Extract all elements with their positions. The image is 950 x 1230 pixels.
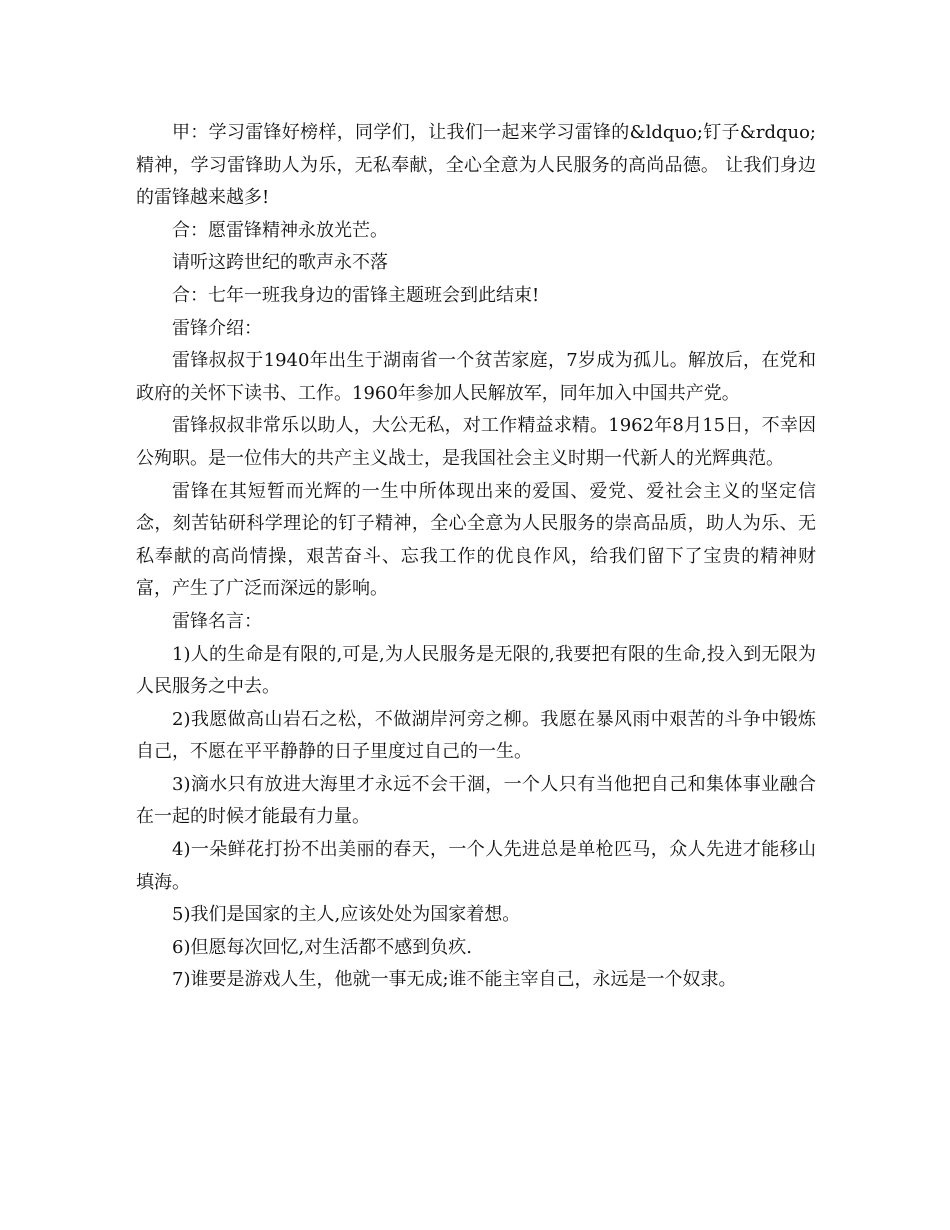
quote-item-2: 2)我愿做高山岩石之松，不做湖岸河旁之柳。我愿在暴风雨中艰苦的斗争中锻炼自己，不愿在平平静静的日子里度过自己的一生。 <box>136 708 816 763</box>
section-heading-quotes: 雷锋名言： <box>172 610 262 632</box>
quote-item-5: 5)我们是国家的主人,应该处处为国家着想。 <box>172 904 521 926</box>
paragraph-chorus-closing: 合：七年一班我身边的雷锋主题班会到此结束! <box>172 284 540 306</box>
quote-item-6: 6)但愿每次回忆,对生活都不感到负疚. <box>172 936 472 958</box>
paragraph-intro-birth: 雷锋叔叔于1940年出生于湖南省一个贫苦家庭，7岁成为孤儿。解放后，在党和政府的关怀下读书、工作。1960年参加人民解放军，同年加入中国共产党。 <box>136 350 816 404</box>
paragraph-speech-jia: 甲：学习雷锋好榜样，同学们，让我们一起来学习雷锋的&ldquo;钉子&rdquo;精神，学习雷锋助人为乐，无私奉献，全心全意为人民服务的高尚品德。 让我们身边的雷锋越来越多! <box>136 122 816 209</box>
quote-item-1: 1)人的生命是有限的,可是,为人民服务是无限的,我要把有限的生命,投入到无限为人民服务之中去。 <box>136 643 816 698</box>
paragraph-intro-character: 雷锋叔叔非常乐以助人，大公无私，对工作精益求精。1962年8月15日，不幸因公殉职。是一位伟大的共产主义战士，是我国社会主义时期一代新人的光辉典范。 <box>136 415 816 469</box>
quote-item-4: 4)一朵鲜花打扮不出美丽的春天，一个人先进总是单枪匹马，众人先进才能移山填海。 <box>136 839 816 893</box>
paragraph-song-line: 请听这跨世纪的歌声永不落 <box>172 252 388 274</box>
section-heading-introduction: 雷锋介绍： <box>172 317 262 339</box>
paragraph-intro-legacy: 雷锋在其短暂而光辉的一生中所体现出来的爱国、爱党、爱社会主义的坚定信念，刻苦钻研科学理论的钉子精神，全心全意为人民服务的崇高品质，助人为乐、无私奉献的高尚情操，艰苦奋斗、忘我工作的优良作风，给我们留下了宝贵的精神财富，产生了广泛而深远的影响。 <box>136 480 816 600</box>
paragraph-chorus-1: 合：愿雷锋精神永放光芒。 <box>172 219 388 241</box>
document-body <box>136 117 816 997</box>
quote-item-7: 7)谁要是游戏人生，他就一事无成;谁不能主宰自己，永远是一个奴隶。 <box>172 969 737 991</box>
quote-item-3: 3)滴水只有放进大海里才永远不会干涸，一个人只有当他把自己和集体事业融合在一起的时候才能最有力量。 <box>136 773 816 828</box>
